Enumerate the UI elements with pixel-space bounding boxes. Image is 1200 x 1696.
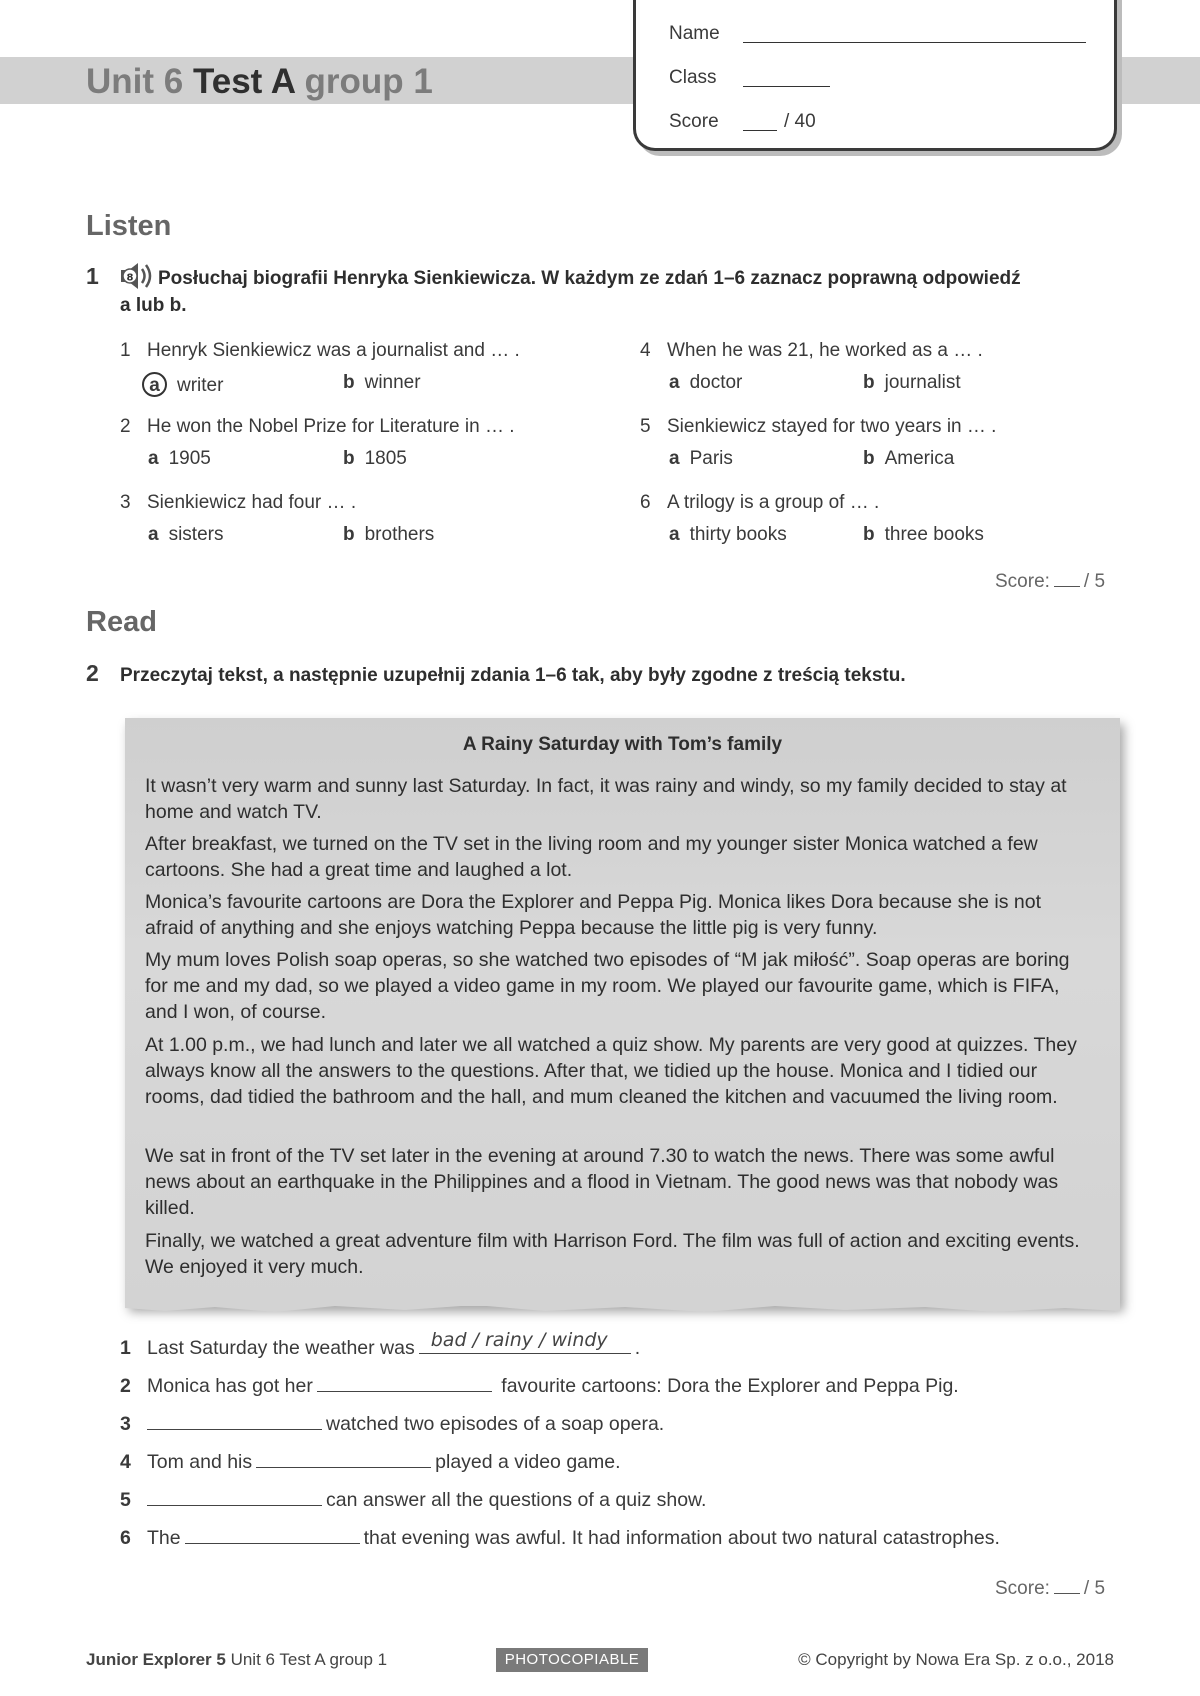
option-5b[interactable]: b America — [863, 448, 955, 469]
read-score-field[interactable] — [1054, 1575, 1080, 1594]
sentence-4: 4 Tom and his played a video game. — [120, 1451, 621, 1473]
exercise-number-1: 1 — [86, 263, 99, 289]
class-field[interactable] — [743, 66, 830, 87]
sentence-5: 5 can answer all the questions of a quiz show. — [120, 1489, 707, 1511]
reading-paragraph-3: Monica’s favourite cartoons are Dora the Explorer and Peppa Pig. Monica likes Dora because she is not afraid of anything and she enjoys watching Peppa because the little pig is very funny. — [145, 891, 1042, 939]
listen-item-5: 5 Sienkiewicz stayed for two years in … . — [640, 416, 997, 437]
sentence-1: 1 Last Saturday the weather was bad / rainy / windy . — [120, 1329, 641, 1359]
name-field[interactable] — [743, 22, 1086, 43]
option-4a[interactable]: a doctor — [669, 372, 743, 393]
listen-item-2: 2 He won the Nobel Prize for Literature in … . — [120, 416, 515, 437]
answer-field-2[interactable] — [317, 1373, 492, 1392]
footer-book — [86, 1650, 387, 1670]
sentence-3: 3 watched two episodes of a soap opera. — [120, 1413, 665, 1435]
answer-field-3[interactable] — [147, 1411, 322, 1430]
listen-score: Score: / 5 — [995, 568, 1105, 593]
answer-field-5[interactable] — [147, 1487, 322, 1506]
option-2b[interactable]: b 1805 — [343, 448, 407, 469]
read-instruction: Przeczytaj tekst, a następnie uzupełnij zdania 1–6 tak, aby były zgodne z treścią tekstu. — [120, 665, 906, 686]
answer-field-6[interactable] — [185, 1525, 360, 1544]
reading-paragraph-2: After breakfast, we turned on the TV set in the living room and my younger sister Monica watched a few cartoons. She had a great time and laughed a lot. — [145, 833, 1038, 881]
option-3b[interactable]: b brothers — [343, 524, 435, 545]
class-label: Class — [669, 67, 717, 88]
read-score: Score: / 5 — [995, 1575, 1105, 1600]
listen-item-1: 1 Henryk Sienkiewicz was a journalist and … . — [120, 340, 520, 361]
answer-field-1[interactable] — [419, 1329, 631, 1354]
reading-paragraph-1: It wasn’t very warm and sunny last Saturday. In fact, it was rainy and windy, so my family decided to stay at home and watch TV. — [145, 775, 1067, 823]
total-score-field[interactable] — [743, 110, 777, 131]
reading-paragraph-4: My mum loves Polish soap operas, so she watched two episodes of “M jak miłość”. Soap operas are boring for me and my dad, so we played a video game in my room. We played our favourite game, which is FIFA, and I won, of course. — [145, 949, 1070, 1023]
sentence-2: 2 Monica has got her favourite cartoons: Dora the Explorer and Peppa Pig. — [120, 1375, 959, 1397]
section-title-listen: Listen — [86, 210, 172, 242]
reading-paragraph-6: We sat in front of the TV set later in the evening at around 7.30 to watch the news. There was some awful news about an earthquake in the Philippines and a flood in Vietnam. The good news was that nobody was killed. — [145, 1145, 1059, 1219]
name-label: Name — [669, 23, 720, 44]
option-5a[interactable]: a Paris — [669, 448, 733, 469]
footer-book-title: Junior Explorer 5 — [86, 1650, 226, 1669]
audio-track-number: 8 — [126, 272, 134, 284]
option-6b[interactable]: b three books — [863, 524, 984, 545]
title-unit: Unit 6 — [86, 62, 184, 101]
option-2a[interactable]: a 1905 — [148, 448, 211, 469]
score-label: Score — [669, 111, 719, 132]
listen-item-3: 3 Sienkiewicz had four … . — [120, 492, 357, 513]
handwritten-answer: bad / rainy / windy — [430, 1329, 608, 1351]
total-score-max: / 40 — [784, 111, 816, 132]
sentence-6: 6 The that evening was awful. It had information about two natural catastrophes. — [120, 1527, 1000, 1549]
option-4b[interactable]: b journalist — [863, 372, 961, 393]
page-title — [86, 58, 433, 106]
audio-icon[interactable] — [118, 260, 160, 292]
title-group: group 1 — [304, 62, 433, 101]
option-6a[interactable]: a thirty books — [669, 524, 787, 545]
photocopiable-badge: PHOTOCOPIABLE — [496, 1648, 648, 1672]
footer-unit: Unit 6 Test A group 1 — [230, 1650, 388, 1669]
reading-paragraph-7: Finally, we watched a great adventure film with Harrison Ford. The film was full of action and exciting events. We enjoyed it very much. — [145, 1230, 1080, 1278]
option-3a[interactable]: a sisters — [148, 524, 224, 545]
exercise-number-2: 2 — [86, 660, 99, 686]
torn-edge — [125, 1302, 1120, 1314]
listen-score-field[interactable] — [1054, 568, 1080, 587]
title-test: Test A — [192, 62, 295, 101]
reading-text-title: A Rainy Saturday with Tom’s family — [462, 734, 783, 755]
selected-answer-circle: a — [142, 372, 167, 397]
listen-instruction-line2: a lub b. — [120, 295, 187, 316]
listen-instruction-line1: Posłuchaj biografii Henryka Sienkiewicza. W każdym ze zdań 1–6 zaznacz poprawną odpowiedź — [158, 268, 1021, 289]
option-1b[interactable]: b winner — [343, 372, 421, 393]
listen-item-4: 4 When he was 21, he worked as a … . — [640, 340, 983, 361]
section-title-read: Read — [86, 606, 157, 638]
option-1a[interactable]: a writer — [148, 372, 223, 397]
footer-copyright: © Copyright by Nowa Era Sp. z o.o., 2018 — [798, 1650, 1114, 1669]
answer-field-4[interactable] — [256, 1449, 431, 1468]
listen-item-6: 6 A trilogy is a group of … . — [640, 492, 880, 513]
reading-paragraph-5: At 1.00 p.m., we had lunch and later we all watched a quiz show. My parents are very good at quizzes. They always know all the answers to the questions. After that, we tidied up the house. Monica and I tidied our rooms, dad tidied the bathroom and the hall, and mum cleaned the kitchen and vacuumed the living room. — [145, 1034, 1077, 1108]
